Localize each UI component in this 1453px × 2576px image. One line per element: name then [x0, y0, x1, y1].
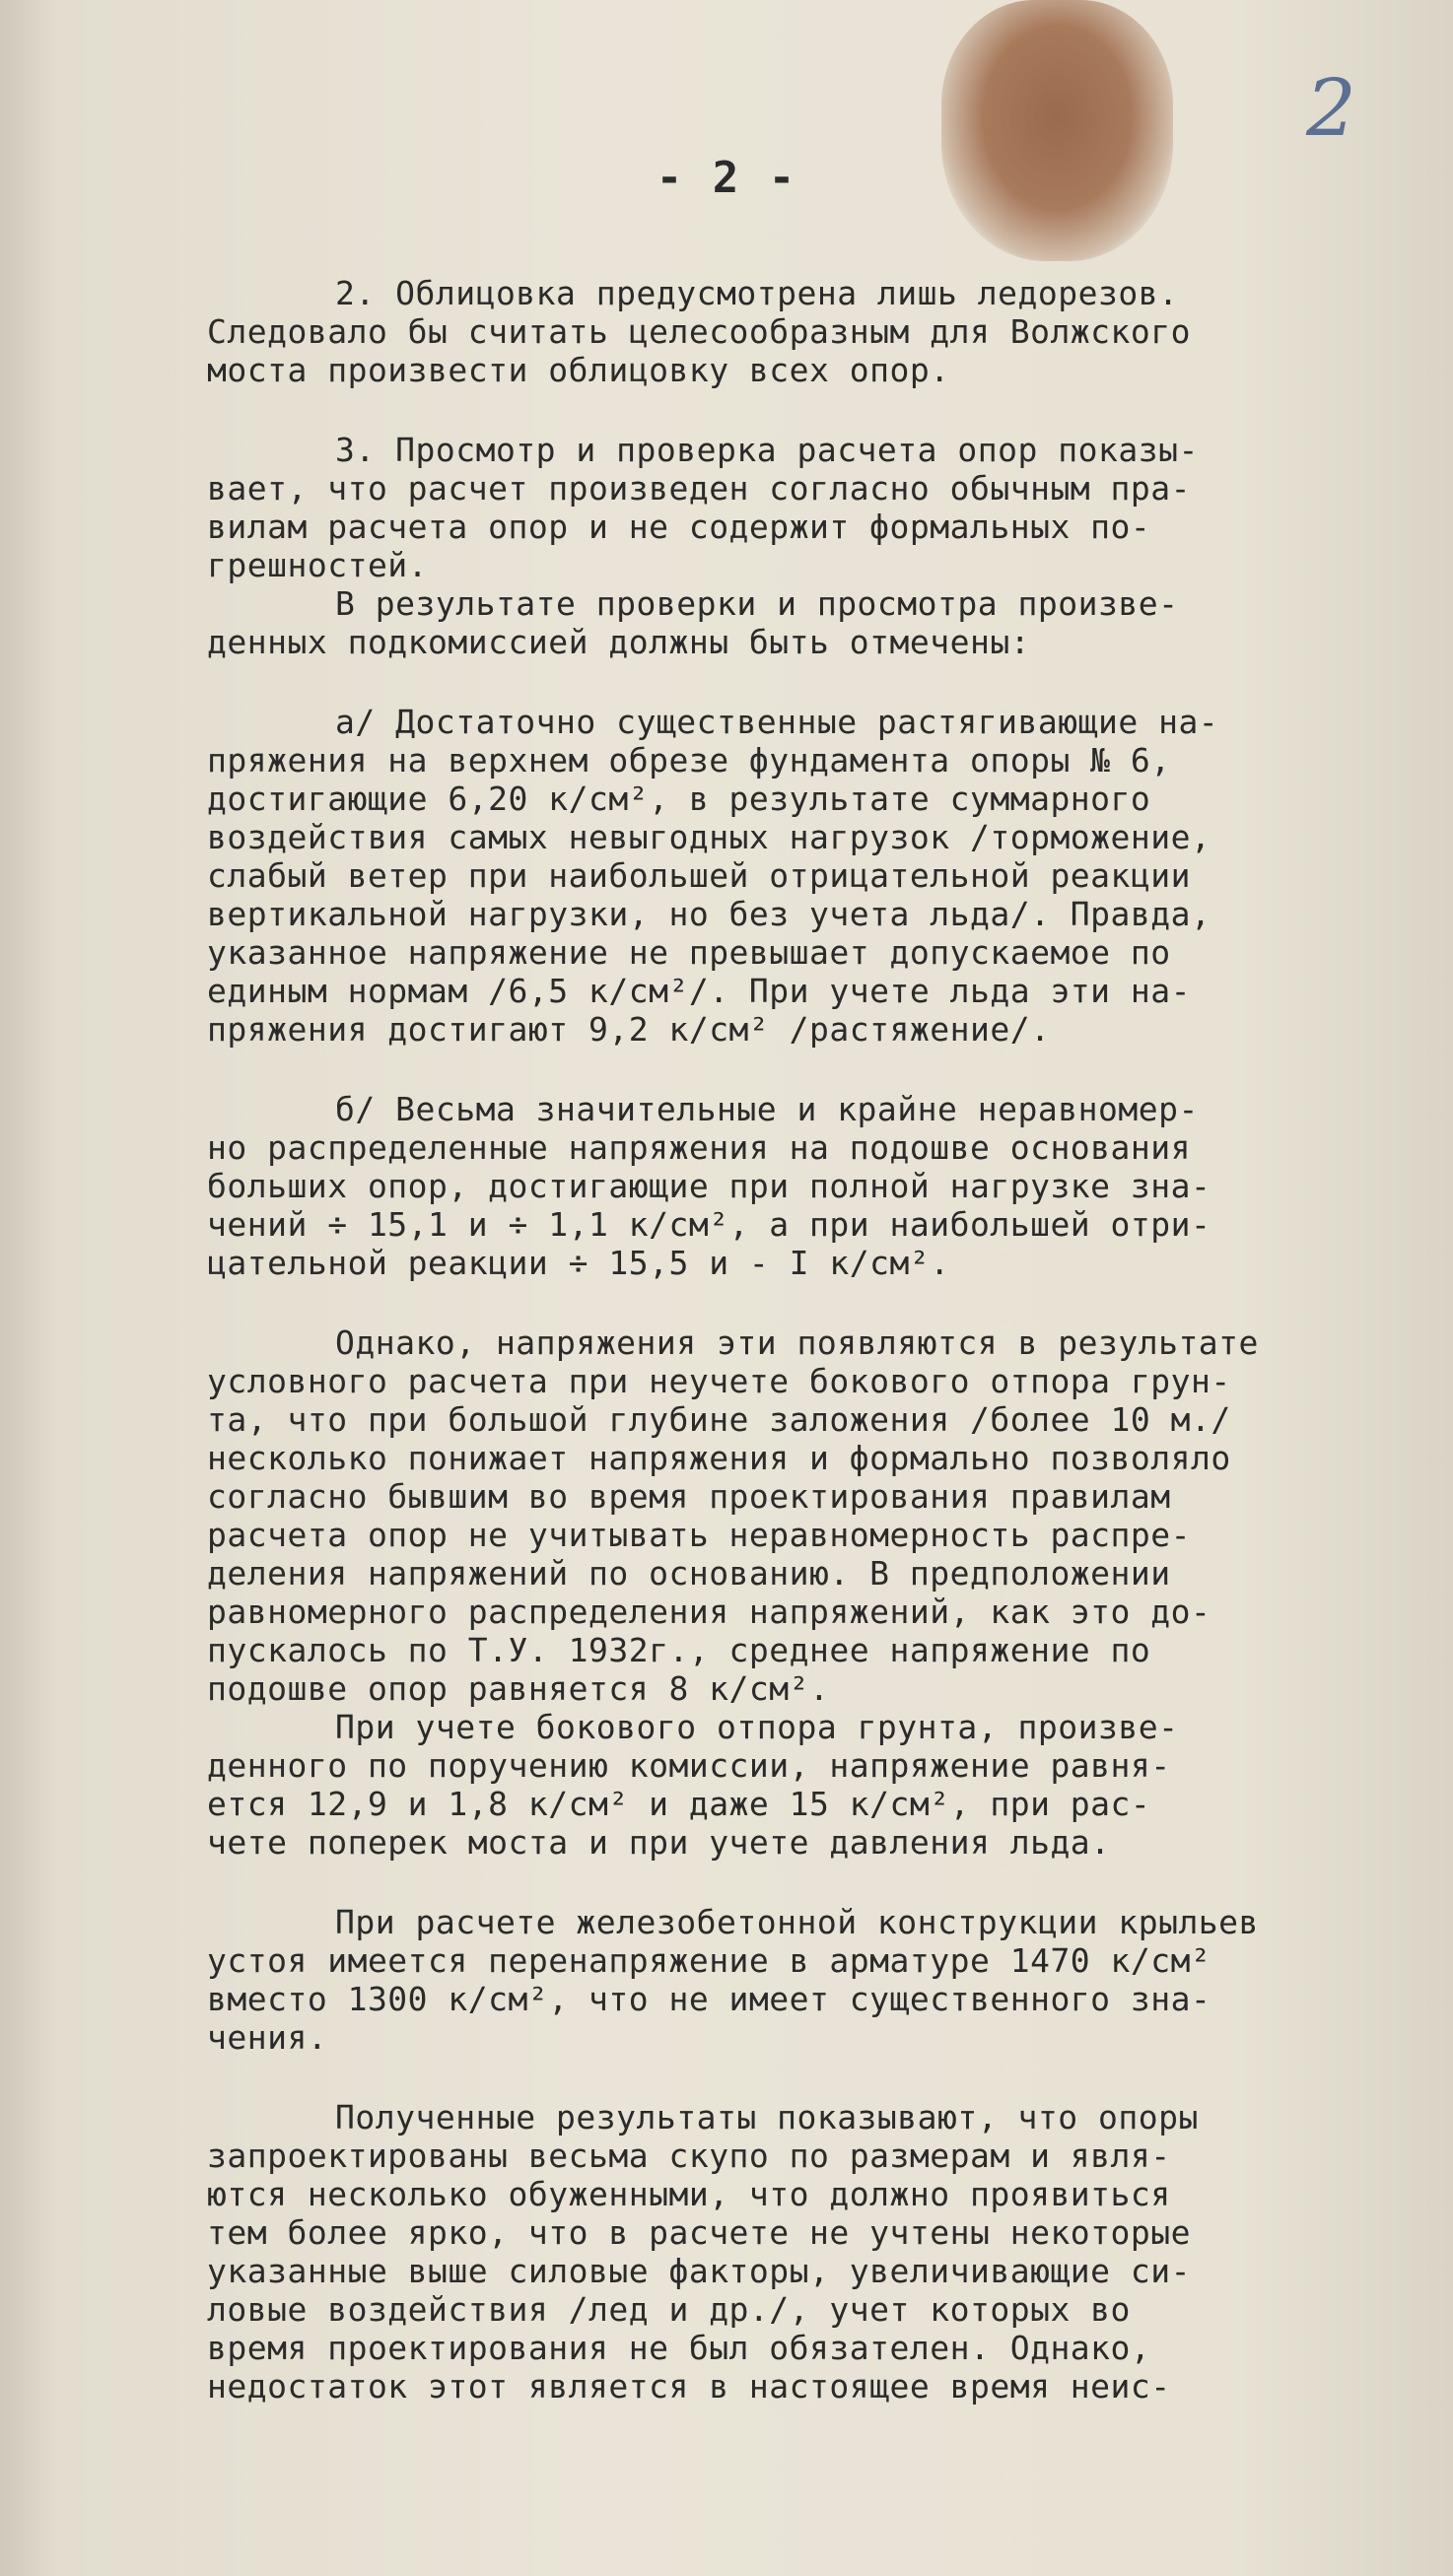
stain-mark	[941, 0, 1173, 261]
paragraph-3-review	[207, 431, 1439, 469]
text-line: недостаток этот является в настоящее время неис-	[207, 2367, 1171, 2406]
text-line: моста произвести облицовку всех опор.	[207, 351, 950, 389]
paragraph-a-tensile-cont	[207, 741, 1439, 1049]
text-line: условного расчета при неучете бокового отпора грун-	[207, 1362, 1231, 1400]
text-line: расчета опор не учитывать неравномерность распре-	[207, 1516, 1192, 1554]
text-line: пускалось по Т.У. 1932г., среднее напряжение по	[207, 1631, 1151, 1669]
text-line: указанное напряжение не превышает допускаемое по	[207, 933, 1171, 972]
text-line: ются несколько обуженными, что должно проявиться	[207, 2175, 1171, 2213]
paragraph-2-cladding-cont	[207, 312, 1439, 389]
paragraph-3-review-cont	[207, 469, 1439, 584]
text-line: устоя имеется перенапряжение в арматуре 1470 к/см²	[207, 1941, 1211, 1980]
paragraph-results-intro	[207, 584, 1439, 623]
text-line: больших опор, достигающие при полной нагрузке зна-	[207, 1167, 1211, 1205]
text-line: чений ÷ 15,1 и ÷ 1,1 к/см², а при наибольшей отри-	[207, 1205, 1211, 1244]
text-line: Однако, напряжения эти появляются в результате	[335, 1323, 1259, 1362]
text-line: время проектирования не был обязателен. Однако,	[207, 2329, 1151, 2367]
text-line: В результате проверки и просмотра произве-	[335, 584, 1179, 623]
paragraph-lateral-resistance-cont	[207, 1746, 1439, 1862]
paragraph-however	[207, 1323, 1439, 1362]
paragraph-b-uneven-cont	[207, 1128, 1439, 1282]
paragraph-reinforcement	[207, 1903, 1439, 1941]
text-line: несколько понижает напряжения и формально позволяло	[207, 1439, 1231, 1477]
text-line: а/ Достаточно существенные растягивающие на-	[335, 703, 1219, 741]
paragraph-2-cladding	[207, 274, 1439, 312]
paragraph-a-tensile	[207, 703, 1439, 741]
text-line: денного по поручению комиссии, напряжение равня-	[207, 1746, 1171, 1785]
text-line: пряжения на верхнем обрезе фундамента опоры № 6,	[207, 741, 1171, 780]
text-line: чения.	[207, 2018, 328, 2057]
text-line: равномерного распределения напряжений, как это до-	[207, 1593, 1211, 1631]
text-line: цательной реакции ÷ 15,5 и - I к/см².	[207, 1244, 950, 1282]
text-line: 3. Просмотр и проверка расчета опор показы-	[335, 431, 1199, 469]
text-line: вертикальной нагрузки, но без учета льда/. Правда,	[207, 895, 1211, 933]
text-line: ловые воздействия /лед и др./, учет которых во	[207, 2290, 1131, 2329]
text-line: денных подкомиссией должны быть отмечены:	[207, 623, 1031, 661]
text-line: вилам расчета опор и не содержит формальных по-	[207, 508, 1151, 546]
text-line: При учете бокового отпора грунта, произве-	[335, 1708, 1179, 1746]
paragraph-however-cont	[207, 1362, 1439, 1708]
document-body	[207, 274, 1439, 2406]
text-line: Следовало бы считать целесообразным для Волжского	[207, 312, 1192, 351]
text-line: 2. Облицовка предусмотрена лишь ледорезов.	[335, 274, 1179, 312]
text-line: указанные выше силовые факторы, увеличивающие си-	[207, 2252, 1192, 2290]
text-line: достигающие 6,20 к/см², в результате суммарного	[207, 780, 1151, 818]
text-line: единым нормам /6,5 к/см²/. При учете льда эти на-	[207, 972, 1192, 1010]
paragraph-b-uneven	[207, 1090, 1439, 1128]
text-line: та, что при большой глубине заложения /более 10 м./	[207, 1400, 1231, 1439]
text-line: но распределенные напряжения на подошве основания	[207, 1128, 1192, 1167]
text-line: согласно бывшим во время проектирования правилам	[207, 1477, 1171, 1516]
text-line: б/ Весьма значительные и крайне неравномер-	[335, 1090, 1199, 1128]
handwritten-page-number: 2	[1306, 62, 1356, 154]
paragraph-conclusions-cont	[207, 2136, 1439, 2406]
text-line: подошве опор равняется 8 к/см².	[207, 1669, 830, 1708]
text-line: деления напряжений по основанию. В предположении	[207, 1554, 1171, 1593]
text-line: чете поперек моста и при учете давления льда.	[207, 1823, 1111, 1862]
text-line: вает, что расчет произведен согласно обычным пра-	[207, 469, 1192, 508]
text-line: тем более ярко, что в расчете не учтены некоторые	[207, 2213, 1192, 2252]
text-line: грешностей.	[207, 546, 429, 584]
paragraph-results-intro-cont	[207, 623, 1439, 661]
page-number: - 2 -	[656, 153, 797, 203]
text-line: Полученные результаты показывают, что опоры	[335, 2098, 1199, 2136]
paragraph-conclusions	[207, 2098, 1439, 2136]
text-line: вместо 1300 к/см², что не имеет существенного зна-	[207, 1980, 1211, 2018]
text-line: пряжения достигают 9,2 к/см² /растяжение/.	[207, 1010, 1051, 1049]
paragraph-reinforcement-cont	[207, 1941, 1439, 2057]
paragraph-lateral-resistance	[207, 1708, 1439, 1746]
text-line: слабый ветер при наибольшей отрицательной реакции	[207, 856, 1192, 895]
text-line: воздействия самых невыгодных нагрузок /торможение,	[207, 818, 1211, 856]
text-line: При расчете железобетонной конструкции крыльев	[335, 1903, 1259, 1941]
text-line: ется 12,9 и 1,8 к/см² и даже 15 к/см², при рас-	[207, 1785, 1151, 1823]
text-line: запроектированы весьма скупо по размерам и явля-	[207, 2136, 1171, 2175]
